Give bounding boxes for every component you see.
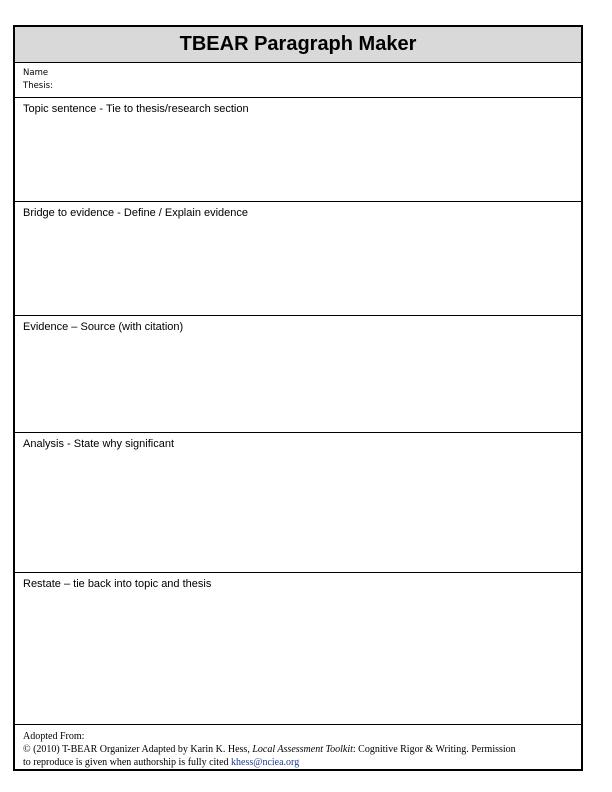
toolkit-title: Local Assessment Toolkit xyxy=(252,744,353,755)
section-label: Topic sentence - Tie to thesis/research section xyxy=(23,103,249,115)
section-label: Evidence – Source (with citation) xyxy=(23,321,184,333)
section-label: Restate – tie back into topic and thesis xyxy=(23,578,212,590)
section-topic-sentence[interactable] xyxy=(15,98,581,202)
section-label: Bridge to evidence - Define / Explain evidence xyxy=(23,207,249,219)
organizer-sheet xyxy=(13,25,583,771)
section-label: Analysis - State why significant xyxy=(23,438,175,450)
email-link[interactable]: khess@nciea.org xyxy=(231,757,300,768)
adopted-from-label: Adopted From: xyxy=(23,731,85,742)
attribution-footer xyxy=(15,725,581,769)
credit-line xyxy=(23,743,575,756)
permission-text: to reproduce is given when authorship is fully cited xyxy=(23,757,232,768)
page-title: TBEAR Paragraph Maker xyxy=(15,27,581,63)
thesis-label: Thesis: xyxy=(23,81,53,91)
permission-line xyxy=(23,756,575,769)
credit-suffix: : Cognitive Rigor & Writing. Permission xyxy=(352,744,516,755)
section-restate[interactable] xyxy=(15,573,581,725)
name-label: Name xyxy=(23,68,49,78)
section-evidence[interactable] xyxy=(15,316,581,433)
header-fields xyxy=(15,63,581,98)
section-analysis[interactable] xyxy=(15,433,581,573)
section-bridge-to-evidence[interactable] xyxy=(15,202,581,316)
credit-prefix: © (2010) T-BEAR Organizer Adapted by Karin K. Hess, xyxy=(23,744,253,755)
